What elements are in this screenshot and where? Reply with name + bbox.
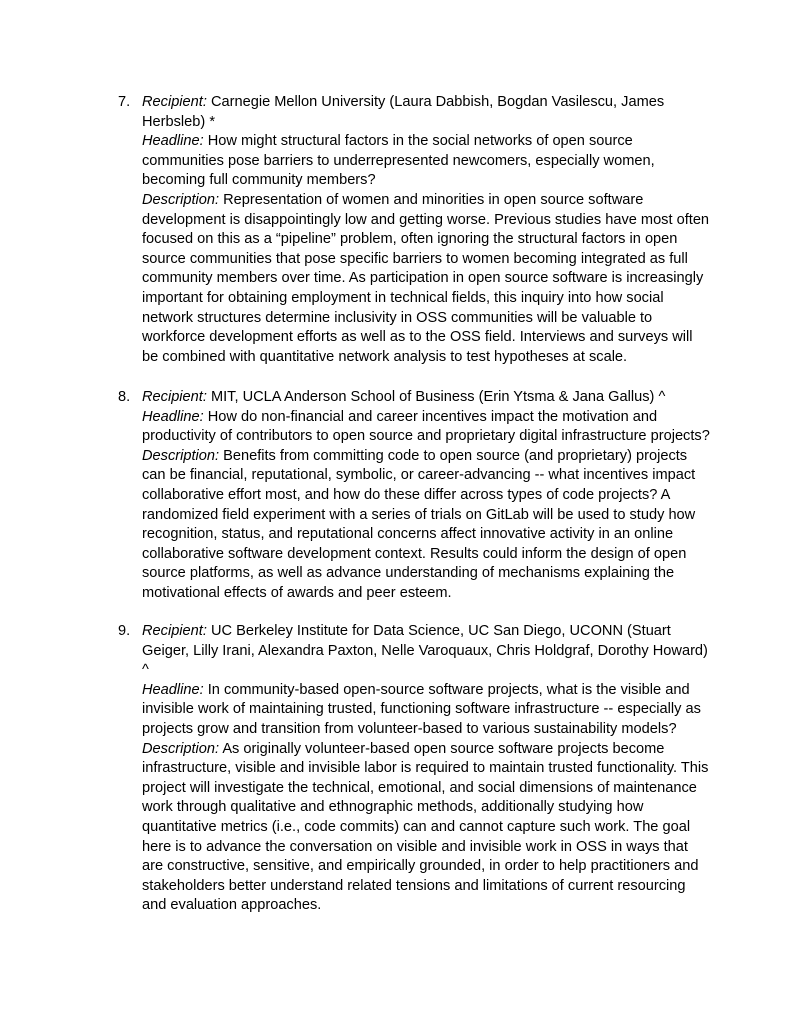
headline-text: How might structural factors in the social networks of open source communities pose barriers to underrepresented newcomers, especially women, becoming full community members? — [142, 133, 655, 189]
description-label: Description: — [142, 740, 220, 757]
description-label: Description: — [142, 191, 220, 208]
recipient-field — [142, 388, 712, 408]
description-label: Description: — [142, 447, 220, 464]
description-field — [142, 447, 712, 604]
recipient-text: MIT, UCLA Anderson School of Business (Erin Ytsma & Jana Gallus) ^ — [210, 389, 666, 405]
headline-label: Headline: — [142, 681, 204, 698]
list-item-body — [142, 622, 712, 916]
description-text: As originally volunteer-based open source software projects become infrastructure, visible and invisible labor is required to maintain trusted functionality. This project will investigate the technical, emotional, and social dimensions of maintenance work through qualitative and ethnographic methods, additionally studying how quantitative metrics (i.e., code commits) can and cannot capture such work. The goal here is to advance the conversation on visible and invisible work in OSS in ways that are constructive, sensitive, and empirically grounded, in order to help practitioners and stakeholders better understand related tensions and limitations of current resourcing and evaluation approaches. — [142, 740, 709, 914]
description-text: Representation of women and minorities in open source software development is disappointingly low and getting worse. Previous studies have most often focused on this as a “pipeline” problem, often ignoring the structural factors in open source communities that pose specific barriers to women becoming integrated as full community members over time. As participation in open source software is increasingly important for obtaining employment in technical fields, this inquiry into how social network structures determine inclusivity in OSS communities will be valuable to workforce development efforts as well as to the OSS field. Interviews and surveys will be combined with quantitative network analysis to test hypotheses at scale. — [142, 191, 710, 365]
headline-label: Headline: — [142, 408, 204, 425]
list-item-number: 8. — [118, 389, 131, 405]
headline-field — [142, 132, 712, 191]
list-item-body — [142, 93, 712, 367]
list-item-body — [142, 388, 712, 604]
headline-field — [142, 408, 712, 447]
headline-label: Headline: — [142, 133, 204, 150]
list-item-number: 7. — [118, 94, 131, 110]
list-item-number: 9. — [118, 623, 131, 639]
headline-text: How do non-financial and career incentives impact the motivation and productivity of contributors to open source and proprietary digital infrastructure projects? — [142, 408, 710, 445]
headline-text: In community-based open-source software projects, what is the visible and invisible work of maintaining trusted, functioning software infrastructure -- especially as projects grow and transition from volunteer-based to various sustainability models? — [142, 681, 701, 737]
description-field — [142, 191, 712, 367]
description-text: Benefits from committing code to open source (and proprietary) projects can be financial, reputational, symbolic, or career-advancing -- what incentives impact collaborative effort most, and how do these differ across types of code projects? A randomized field experiment with a series of trials on GitLab will be used to study how recognition, status, and reputational concerns affect innovative activity in an online collaborative software development context. Results could inform the design of open source platforms, as well as advance understanding of mechanisms explaining the motivational effects of awards and peer esteem. — [142, 447, 696, 601]
list-item — [118, 93, 718, 367]
recipient-field — [142, 622, 712, 681]
recipient-label: Recipient: — [142, 389, 207, 405]
recipient-text: UC Berkeley Institute for Data Science, UC San Diego, UCONN (Stuart Geiger, Lilly Irani, Alexandra Paxton, Nelle Varoquaux, Chris Holdgraf, Dorothy Howard) ^ — [142, 623, 708, 679]
recipient-field — [142, 93, 712, 132]
list-item — [118, 388, 718, 604]
description-field — [142, 740, 712, 916]
recipient-label: Recipient: — [142, 94, 207, 110]
list-item — [118, 622, 718, 916]
recipient-text: Carnegie Mellon University (Laura Dabbish, Bogdan Vasilescu, James Herbsleb) * — [142, 94, 665, 130]
headline-field — [142, 681, 712, 740]
recipient-label: Recipient: — [142, 623, 207, 639]
